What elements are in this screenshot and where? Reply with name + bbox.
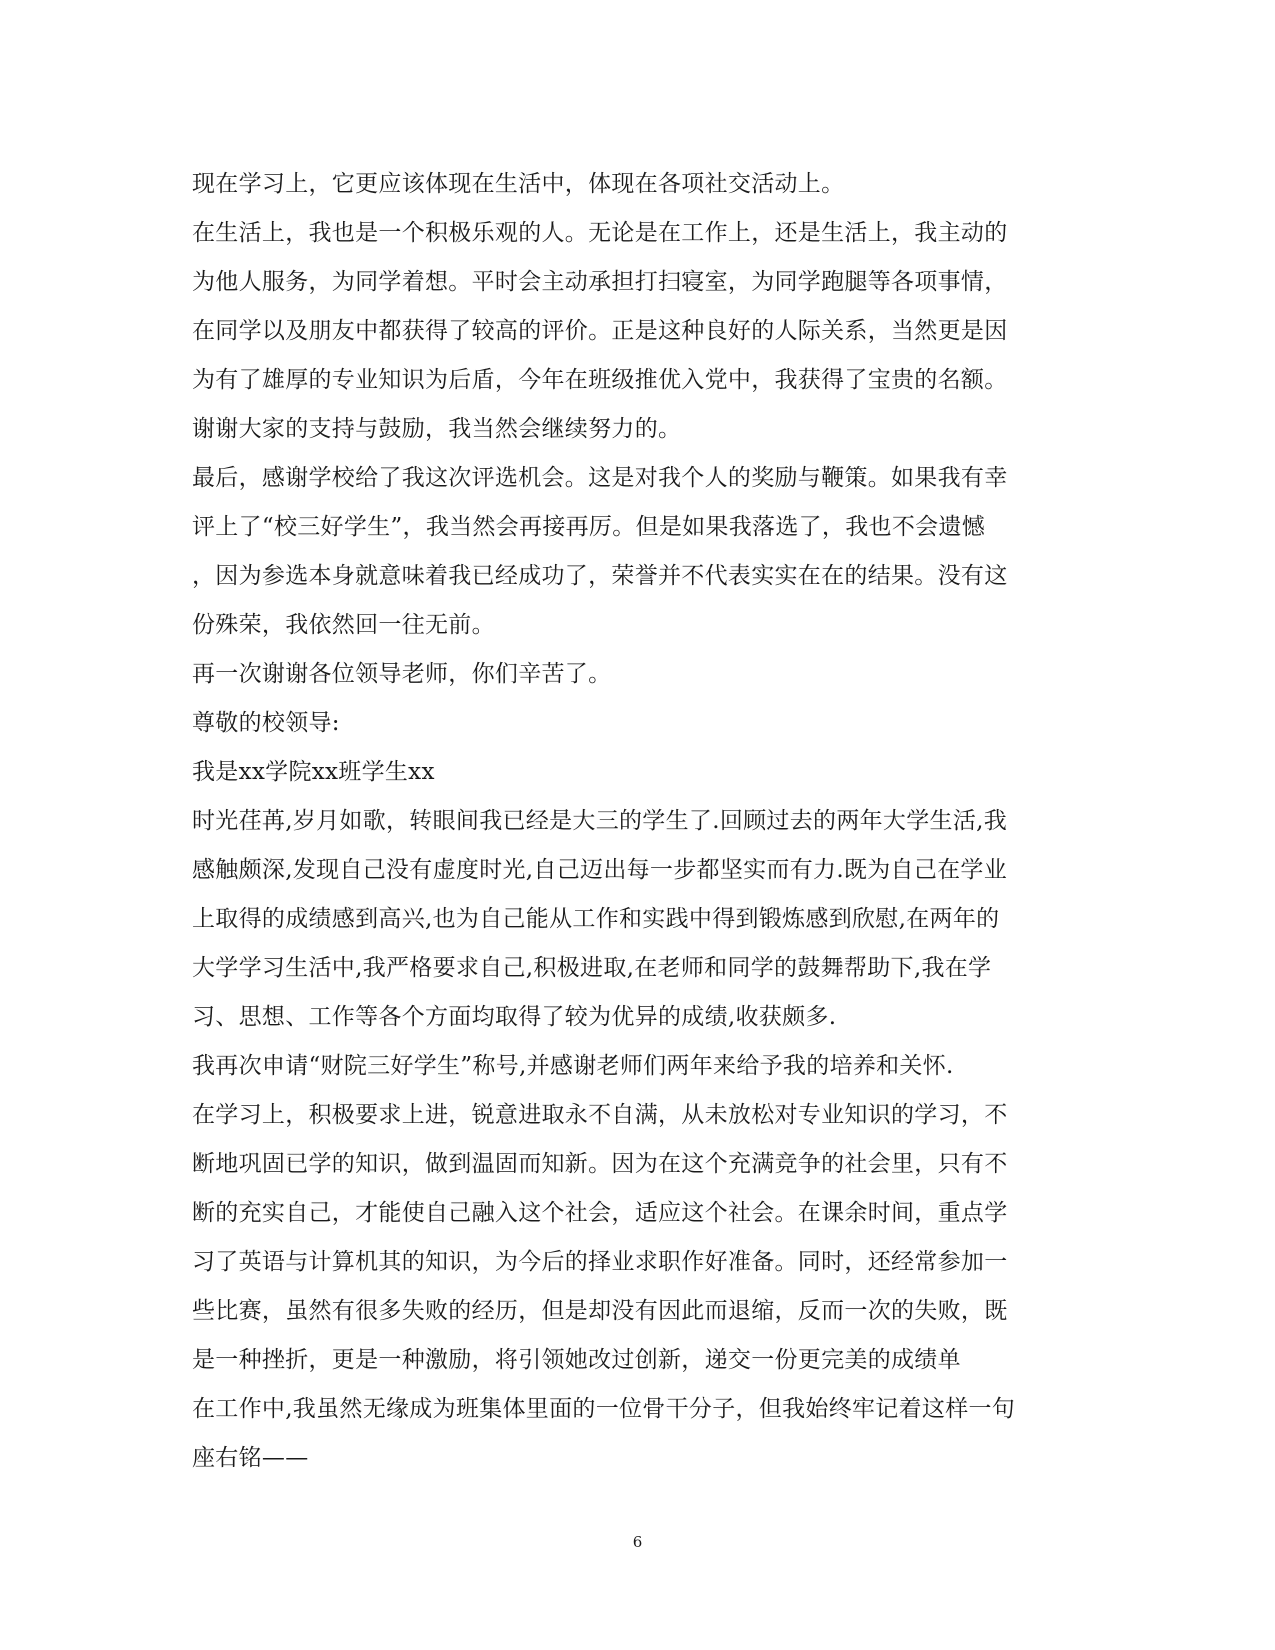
- text-line: 断地巩固已学的知识，做到温固而知新。因为在这个充满竞争的社会里，只有不: [192, 1151, 1008, 1177]
- text-line: 为有了雄厚的专业知识为后盾，今年在班级推优入党中，我获得了宝贵的名额。: [192, 367, 1008, 393]
- text-line: 感触颇深,发现自己没有虚度时光,自己迈出每一步都坚实而有力.既为自己在学业: [192, 857, 1008, 883]
- text-line: 最后，感谢学校给了我这次评选机会。这是对我个人的奖励与鞭策。如果我有幸: [192, 465, 1008, 491]
- text-line: 在生活上，我也是一个积极乐观的人。无论是在工作上，还是生活上，我主动的: [192, 220, 1008, 246]
- text-line: ，因为参选本身就意味着我已经成功了，荣誉并不代表实实在在的结果。没有这: [192, 563, 1008, 589]
- body-text: [192, 160, 1072, 1483]
- text-line: 断的充实自己，才能使自己融入这个社会，适应这个社会。在课余时间，重点学: [192, 1200, 1008, 1226]
- text-line: 我再次申请“财院三好学生”称号,并感谢老师们两年来给予我的培养和关怀.: [192, 1053, 954, 1079]
- text-line: 些比赛，虽然有很多失败的经历，但是却没有因此而退缩，反而一次的失败，既: [192, 1298, 1008, 1324]
- text-line: 现在学习上，它更应该体现在生活中，体现在各项社交活动上。: [192, 171, 845, 197]
- text-line: 我是xx学院xx班学生xx: [192, 759, 435, 785]
- text-line: 时光荏苒,岁月如歌，转眼间我已经是大三的学生了.回顾过去的两年大学生活,我: [192, 808, 1008, 834]
- text-line: 是一种挫折，更是一种激励，将引领她改过创新，递交一份更完美的成绩单: [192, 1347, 961, 1373]
- text-line: 座右铭——: [192, 1445, 309, 1471]
- text-line: 在学习上，积极要求上进，锐意进取永不自满，从未放松对专业知识的学习，不: [192, 1102, 1008, 1128]
- text-line: 再一次谢谢各位领导老师，你们辛苦了。: [192, 661, 612, 687]
- text-line: 为他人服务，为同学着想。平时会主动承担打扫寝室，为同学跑腿等各项事情，: [192, 269, 1008, 295]
- page-number: 6: [632, 1533, 643, 1551]
- text-line: 习、思想、工作等各个方面均取得了较为优异的成绩,收获颇多.: [192, 1004, 837, 1030]
- text-line: 在同学以及朋友中都获得了较高的评价。正是这种良好的人际关系，当然更是因: [192, 318, 1008, 344]
- text-line: 评上了“校三好学生”，我当然会再接再厉。但是如果我落选了，我也不会遗憾: [192, 514, 986, 540]
- text-line: 在工作中,我虽然无缘成为班集体里面的一位骨干分子，但我始终牢记着这样一句: [192, 1396, 1016, 1422]
- text-line: 大学学习生活中,我严格要求自己,积极进取,在老师和同学的鼓舞帮助下,我在学: [192, 955, 992, 981]
- text-line: 谢谢大家的支持与鼓励，我当然会继续努力的。: [192, 416, 682, 442]
- text-line: 尊敬的校领导:: [192, 710, 340, 736]
- text-line: 份殊荣，我依然回一往无前。: [192, 612, 495, 638]
- text-line: 习了英语与计算机其的知识，为今后的择业求职作好准备。同时，还经常参加一: [192, 1249, 1008, 1275]
- text-line: 上取得的成绩感到高兴,也为自己能从工作和实践中得到锻炼感到欣慰,在两年的: [192, 906, 1000, 932]
